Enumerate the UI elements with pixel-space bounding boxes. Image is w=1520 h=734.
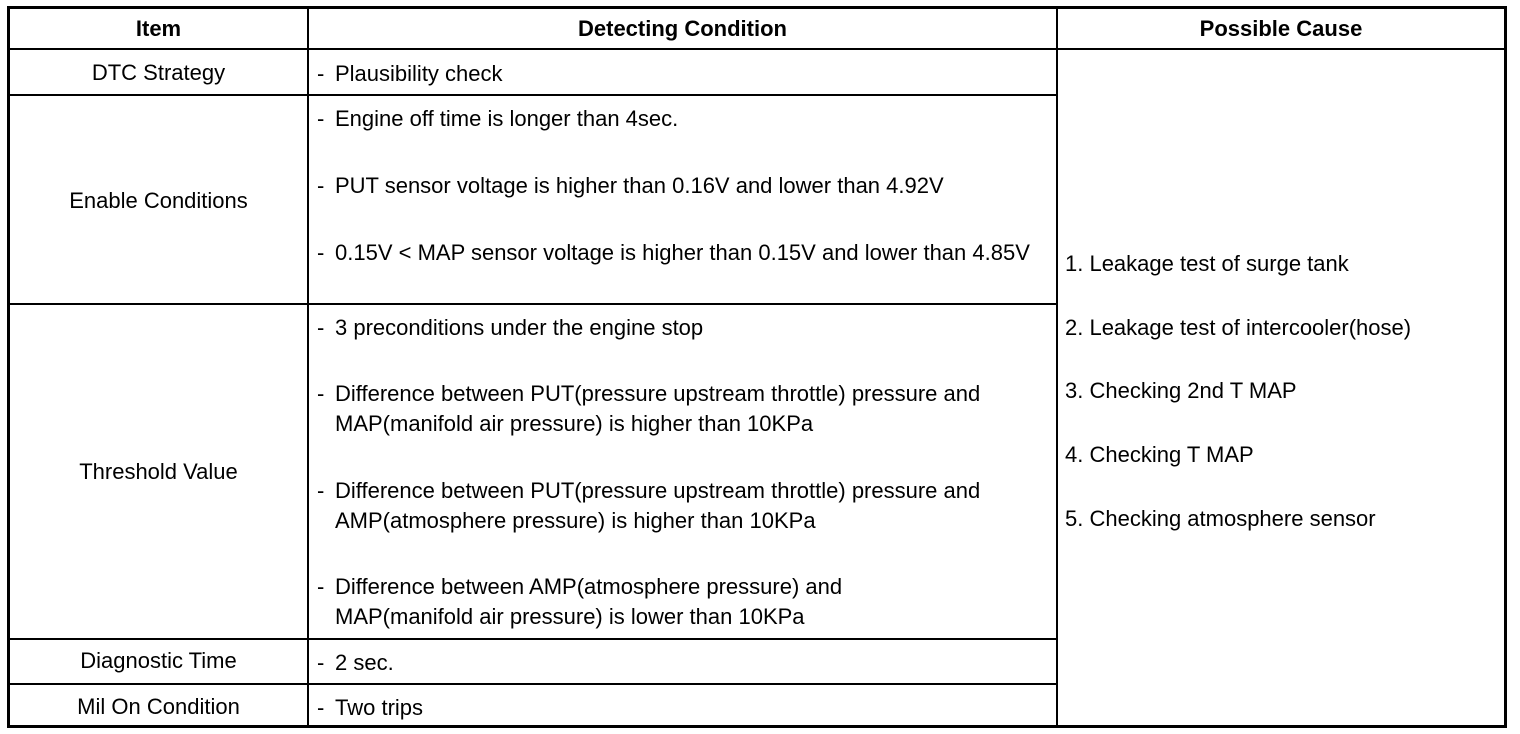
bullet-dash: - (317, 106, 325, 131)
condition-text: Difference between AMP(atmosphere pressure) and MAP(manifold air pressure) is lower than 10KPa (335, 574, 843, 629)
diagnostic-table (7, 6, 1507, 728)
item-enable-conditions: Enable Conditions (69, 188, 248, 213)
cause-3: 3. Checking 2nd T MAP (1065, 378, 1297, 403)
cause-1: 1. Leakage test of surge tank (1065, 251, 1349, 276)
row-divider-4 (10, 683, 1058, 685)
cause-5: 5. Checking atmosphere sensor (1065, 506, 1376, 531)
row-divider-3 (10, 638, 1058, 640)
bullet-dash: - (317, 315, 325, 340)
bullet-dash: - (317, 478, 325, 503)
condition-text: Difference between PUT(pressure upstream throttle) pressure and AMP(atmosphere pressure) is higher than 10KPa (335, 478, 981, 533)
row-divider-2 (10, 303, 1058, 305)
bullet-dash: - (317, 61, 325, 86)
header-possible-cause: Possible Cause (1199, 16, 1363, 41)
condition-text: PUT sensor voltage is higher than 0.16V and lower than 4.92V (335, 173, 944, 198)
item-threshold-value: Threshold Value (79, 459, 238, 484)
cause-2: 2. Leakage test of intercooler(hose) (1065, 315, 1412, 340)
col-divider-1 (307, 9, 309, 725)
condition-text: 3 preconditions under the engine stop (335, 315, 704, 340)
condition-text: 0.15V < MAP sensor voltage is higher than 0.15V and lower than 4.85V (335, 240, 1030, 265)
header-detecting-condition: Detecting Condition (578, 16, 787, 41)
cause-4: 4. Checking T MAP (1065, 442, 1254, 467)
bullet-dash: - (317, 173, 325, 198)
row-divider-1 (10, 94, 1058, 96)
bullet-dash: - (317, 240, 325, 265)
bullet-dash: - (317, 381, 325, 406)
header-item: Item (135, 16, 182, 41)
condition-text: Plausibility check (335, 61, 503, 86)
item-mil-on-condition: Mil On Condition (77, 694, 240, 719)
bullet-dash: - (317, 574, 325, 599)
condition-text: Two trips (335, 695, 424, 720)
condition-text: 2 sec. (335, 650, 394, 675)
item-dtc-strategy: DTC Strategy (91, 60, 226, 85)
bullet-dash: - (317, 695, 325, 720)
condition-text: Engine off time is longer than 4sec. (335, 106, 679, 131)
condition-text: Difference between PUT(pressure upstream throttle) pressure and MAP(manifold air pressure) is higher than 10KPa (335, 381, 981, 436)
bullet-dash: - (317, 650, 325, 675)
item-diagnostic-time: Diagnostic Time (80, 648, 237, 673)
